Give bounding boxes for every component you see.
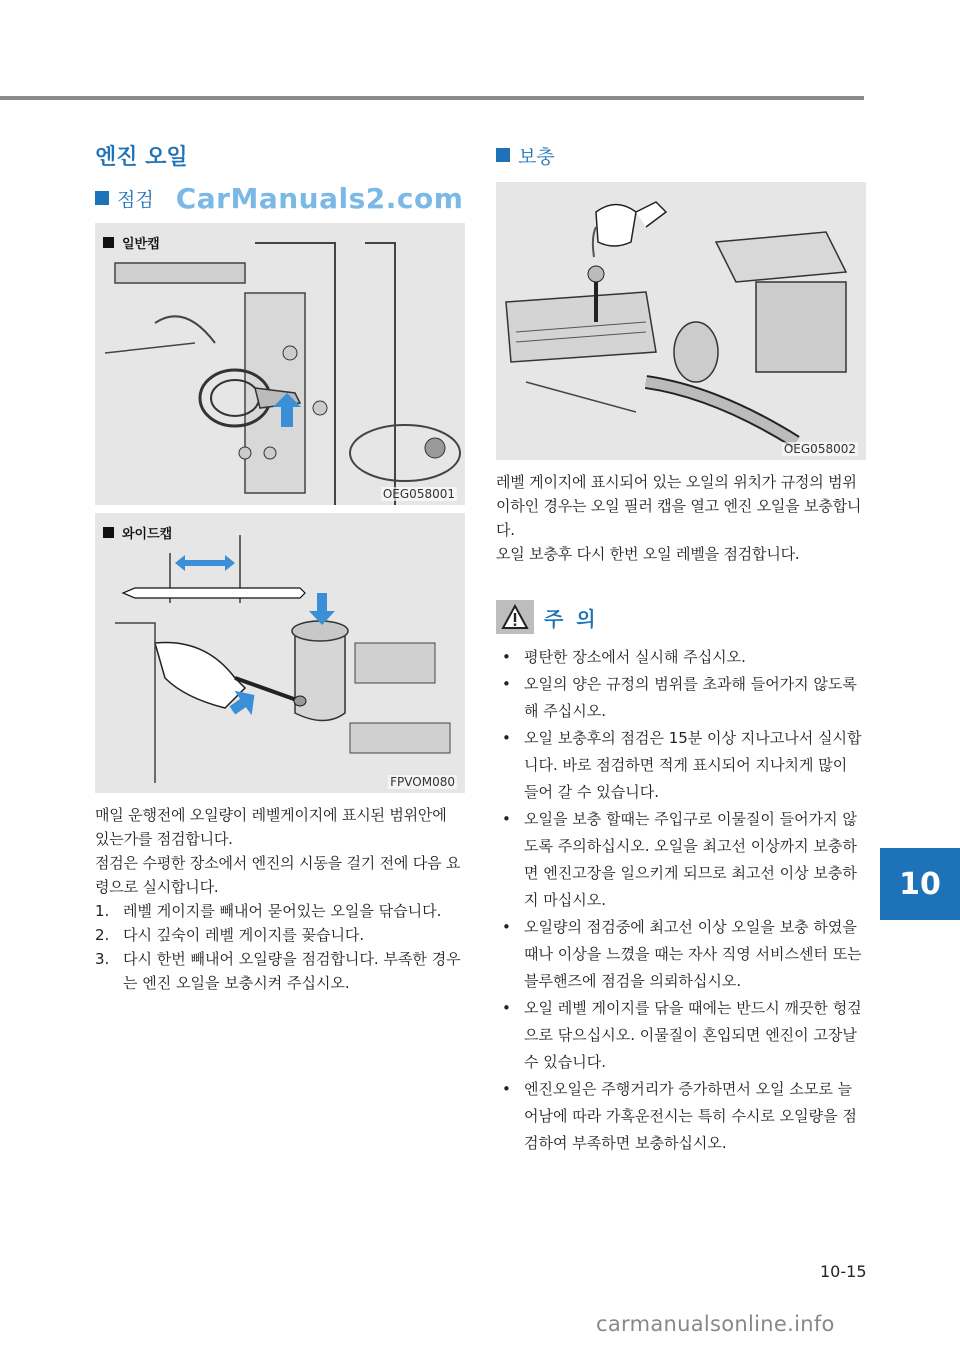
- check-paragraph-2: 점검은 수평한 장소에서 엔진의 시동을 걸기 전에 다음 요령으로 실시합니다.: [95, 854, 461, 896]
- list-item: 2. 다시 깊숙이 레벨 게이지를 꽂습니다.: [95, 926, 365, 944]
- figure-oil-refill: [496, 182, 866, 460]
- figure-code: OEG058001: [382, 487, 455, 501]
- figure-standard-cap: [95, 223, 465, 505]
- list-item: • 오일의 양은 규정의 범위를 초과해 들어가지 않도록 해 주십시오.: [502, 675, 857, 720]
- subheading-refill: [496, 140, 866, 170]
- figure-code: OEG058002: [783, 442, 856, 456]
- figure-label: [103, 523, 172, 542]
- chapter-tab[interactable]: 10: [880, 848, 960, 920]
- warning-icon: [496, 600, 534, 634]
- square-bullet-icon: [103, 237, 114, 248]
- list-item: • 오일량의 점검중에 최고선 이상 오일을 보충 하였을 때나 이상을 느꼈을 때는 자사 직영 서비스센터 또는 블루핸즈에 점검을 의뢰하십시오.: [502, 918, 862, 990]
- square-bullet-icon: [496, 148, 510, 162]
- check-steps: [95, 899, 465, 995]
- list-item: • 오일을 보충 할때는 주입구로 이물질이 들어가지 않도록 주의하십시오. 오일을 최고선 이상까지 보충하면 엔진고장을 일으키게 되므로 최고선 이상 보충하지 마십시오.: [502, 810, 857, 909]
- caution-list: [496, 644, 866, 1157]
- engine-dipstick-illustration: [95, 223, 465, 505]
- subheading-refill-label: 보충: [518, 145, 555, 168]
- list-item: • 엔진오일은 주행거리가 증가하면서 오일 소모로 늘어남에 따라 가혹운전시는 특히 수시로 오일량을 점검하여 부족하면 보충하십시오.: [502, 1080, 857, 1152]
- list-item: 3. 다시 한번 빼내어 오일량을 점검합니다. 부족한 경우는 엔진 오일을 보충시켜 주십시오.: [95, 950, 461, 992]
- list-item: • 평탄한 장소에서 실시해 주십시오.: [502, 648, 746, 666]
- figure-label: [103, 233, 160, 252]
- dipstick-wide-cap-illustration: [95, 513, 465, 793]
- figure-wide-cap: [95, 513, 465, 793]
- square-bullet-icon: [95, 191, 109, 205]
- list-item: 1. 레벨 게이지를 빼내어 묻어있는 오일을 닦습니다.: [95, 902, 442, 920]
- left-column: [95, 140, 465, 995]
- footer-watermark: carmanualsonline.info: [596, 1312, 835, 1336]
- caution-heading: [496, 600, 866, 634]
- right-column: [496, 140, 866, 1157]
- refill-paragraph-1: 레벨 게이지에 표시되어 있는 오일의 위치가 규정의 범위 이하인 경우는 오일 필러 캡을 열고 엔진 오일을 보충합니다.: [496, 473, 862, 539]
- figure-label-text: 일반캡: [122, 237, 160, 252]
- list-item: • 오일 레벨 게이지를 닦을 때에는 반드시 깨끗한 헝겊으로 닦으십시오. 이물질이 혼입되면 엔진이 고장날 수 있습니다.: [502, 999, 862, 1071]
- figure-label-text: 와이드캡: [122, 527, 173, 542]
- square-bullet-icon: [103, 527, 114, 538]
- watermark-text: CarManuals2.com: [175, 181, 464, 215]
- header-rule: [0, 96, 864, 100]
- subheading-check: [95, 183, 465, 213]
- subheading-check-label: 점검: [117, 188, 154, 211]
- oil-refill-illustration: [496, 182, 866, 460]
- caution-title: 주 의: [544, 606, 599, 631]
- figure-code: FPVOM080: [390, 775, 455, 789]
- list-item: • 오일 보충후의 점검은 15분 이상 지나고나서 실시합니다. 바로 점검하면 적게 표시되어 지나치게 많이 들어 갈 수 있습니다.: [502, 729, 862, 801]
- page-number: 10-15: [820, 1262, 867, 1281]
- check-paragraph-1: 매일 운행전에 오일량이 레벨게이지에 표시된 범위안에 있는가를 점검합니다.: [95, 806, 447, 848]
- refill-paragraph-2: 오일 보충후 다시 한번 오일 레벨을 점검합니다.: [496, 545, 800, 563]
- section-title: 엔진 오일: [95, 145, 188, 170]
